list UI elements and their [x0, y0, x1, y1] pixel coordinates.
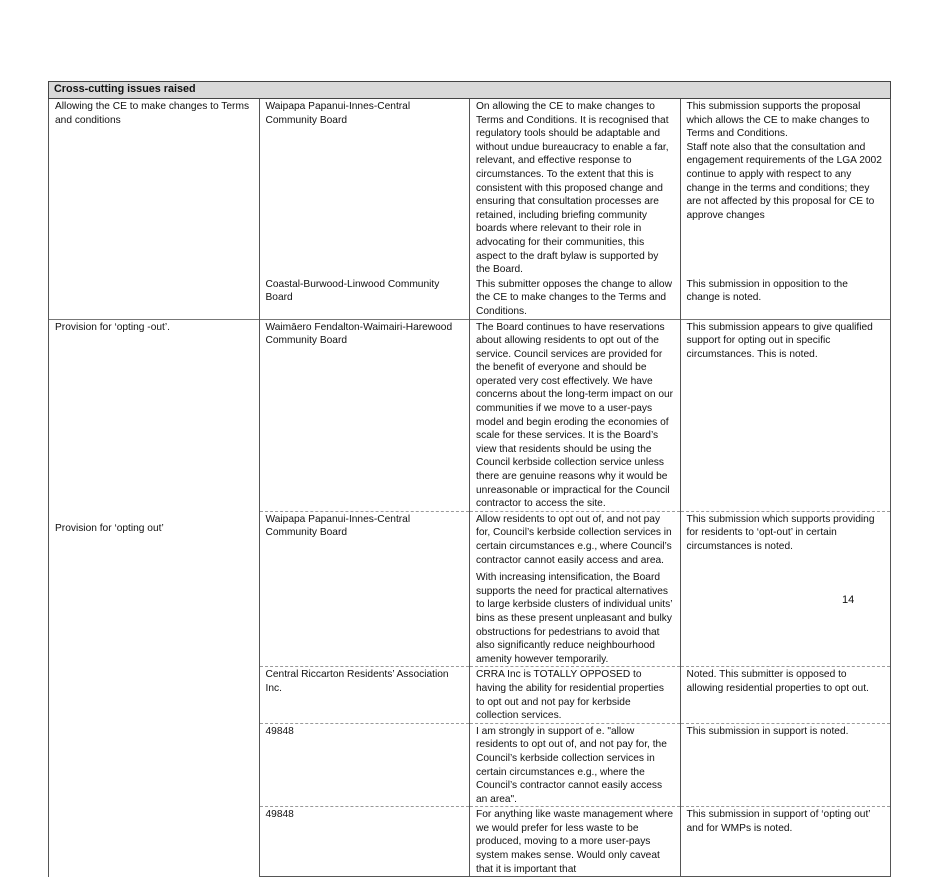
issue-cell: Provision for ‘opting -out’.	[49, 319, 260, 511]
submission-cell: The Board continues to have reservations about allowing residents to opt out of the service. Council services are provided for the benefit of everyone and should be operated very cost effectively. We have concerns about the long-term impact on our communities if we move to a user-pays model and begin eroding the economies of scale for these services. It is the Board’s view that residents should be using the Council kerbside collection service unless there are genuine reasons why it would be unreasonable or impractical for the Council contractor to access the site.	[470, 319, 681, 511]
table-row	[49, 319, 891, 511]
submission-cell	[470, 511, 681, 667]
response-text: This submission supports the proposal which allows the CE to make changes to Terms and Conditions.	[686, 101, 870, 140]
table-row	[49, 99, 891, 277]
table-header: Cross-cutting issues raised	[49, 82, 891, 99]
table-header-row	[49, 82, 891, 99]
submissions-table	[48, 81, 891, 877]
submission-cell: I am strongly in support of e. "allow residents to opt out of, and not pay for, the Council’s kerbside collection services in certain circumstances e.g., where the Council’s contractor cannot easily access an area".	[470, 723, 681, 807]
response-cell: This submission which supports providing for residents to ‘opt-out’ in certain circumstances is noted.	[680, 511, 891, 667]
submission-cell: This submitter opposes the change to allow the CE to make changes to the Terms and Conditions.	[470, 277, 681, 319]
submitter-cell: Waipapa Papanui-Innes-Central Community Board	[259, 99, 470, 277]
page-number: 14	[842, 594, 855, 606]
response-cell	[680, 99, 891, 277]
submitter-cell: Waimāero Fendalton-Waimairi-Harewood Community Board	[259, 319, 470, 511]
submitter-cell: Coastal-Burwood-Linwood Community Board	[259, 277, 470, 319]
submitter-cell: 49848	[259, 723, 470, 807]
submitter-cell: Central Riccarton Residents’ Association Inc.	[259, 667, 470, 723]
submitter-cell: Waipapa Papanui-Innes-Central Community Board	[259, 511, 470, 667]
submission-cell: CRRA Inc is TOTALLY OPPOSED to having the ability for residential properties to opt out and not pay for kerbside collection services.	[470, 667, 681, 723]
submitter-cell: 49848	[259, 807, 470, 877]
response-cell: This submission in support is noted.	[680, 723, 891, 807]
issue-cell	[49, 511, 260, 876]
response-cell: This submission appears to give qualified support for opting out in specific circumstances. This is noted.	[680, 319, 891, 511]
submission-text: Allow residents to opt out of, and not pay for, Council’s kerbside collection services in certain circumstances e.g., where Council’s contractor cannot easily access and area.	[476, 513, 672, 566]
issue-cell: Allowing the CE to make changes to Terms and conditions	[49, 99, 260, 320]
submission-cell: For anything like waste management where we would prefer for less waste to be produced, moving to a more user-pays system makes sense. Would only caveat that it is important that	[470, 807, 681, 877]
issue-label: Provision for ‘opting out’	[55, 523, 164, 535]
response-cell: This submission in opposition to the change is noted.	[680, 277, 891, 319]
table-row	[49, 511, 891, 667]
response-text-2: Staff note also that the consultation and engagement requirements of the LGA 2002 continue to apply with respect to any change in the terms and conditions; they are not affected by this proposal for CE to approve changes	[686, 141, 882, 221]
response-cell: Noted. This submitter is opposed to allowing residential properties to opt out.	[680, 667, 891, 723]
submission-cell: On allowing the CE to make changes to Terms and Conditions. It is recognised that regulatory tools should be adaptable and without undue bureaucracy to enable a far, relevant, and effective response to circumstances. To the extent that this is consistent with this proposed change and ensuring that consultation processes are retained, including briefing community boards where relevant to their role in advocating for their communities, this aspect to the draft bylaw is supported by the Board.	[470, 99, 681, 277]
response-cell: This submission in support of ‘opting out’ and for WMPs is noted.	[680, 807, 891, 877]
submission-text-2: With increasing intensification, the Board supports the need for practical alternatives to large kerbside clusters of individual units’ bins as these present unpleasant and bulky obstructions for pedestrians to avoid that also significantly reduce neighbourhood amenity however temporarily.	[476, 572, 673, 665]
